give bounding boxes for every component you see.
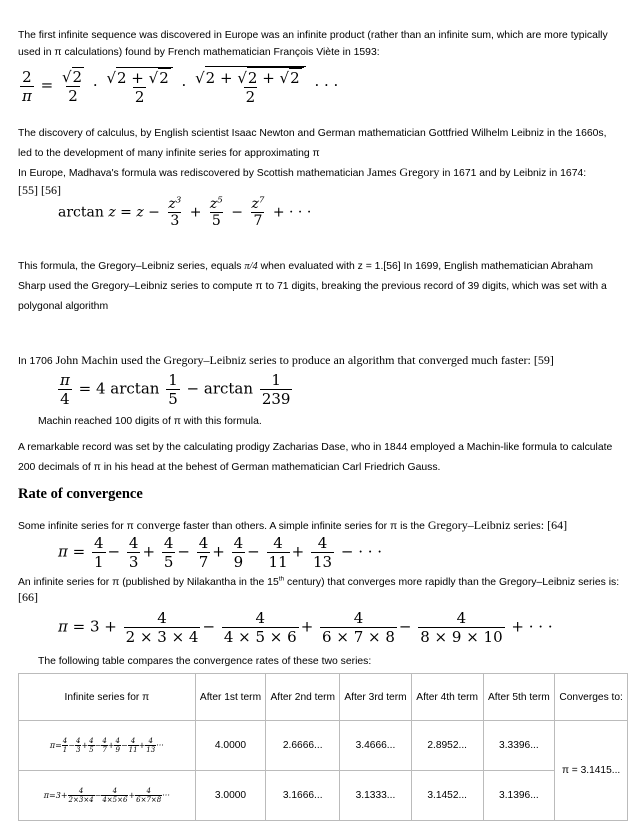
gregory-leibniz-paragraph: This formula, the Gregory–Leibniz series, equals π/4 when evaluated with z = 1.[56] In 1699, English mathematician Abraham Sharp used the Gregory–Leibniz series to compute π to 71 digits, breaking the previous record of 39 digits, which was set with a polygonal algorithm [18, 261, 607, 312]
section-heading: Rate of convergence [18, 486, 143, 502]
table-intro: The following table compares the convergence rates of these two series: [38, 656, 372, 667]
header-term-3: After 3rd term [340, 674, 412, 721]
table-cell: 3.1666... [266, 771, 340, 821]
table-row [19, 771, 628, 821]
nilakantha-formula: π = 3 + $\frac{4}{2 \times 3 \times 4}$ − $\frac{4}{4 \times 5 \times 6}$ + $\frac{4}{6 \times 7 \times 8}$ − $\frac{4}{8 \times 9 \times 10}$ + · · · [58, 609, 553, 646]
table-cell: 3.1452... [411, 771, 483, 821]
table-cell: 4.0000 [195, 721, 266, 771]
table-cell: 3.1333... [340, 771, 412, 821]
dase-paragraph: A remarkable record was set by the calculating prodigy Zacharias Dase, who in 1844 employed a Machin-like formula to calculate 200 decimals of π in his head at the behest of German mathematician Carl Friedrich Gauss. [18, 442, 613, 473]
viete-formula: $\frac{2}{\pi}$ = $\frac{√2}{2}$ · $\frac{√2 + √2}{2}$ · $\frac{√2 + √2 + √2}{2}$ · · · [22, 67, 339, 106]
converges-to-value: π = 3.1415... [555, 721, 628, 821]
table-row [19, 721, 628, 771]
table-cell: 3.1396... [483, 771, 555, 821]
table-cell: 3.0000 [195, 771, 266, 821]
header-series: Infinite series for π [19, 674, 196, 721]
intro-paragraph: The first infinite sequence was discovered in Europe was an infinite product (rather than an infinite sum, which are more typically used in π calculations) found by French mathematician François Viète in 1593: [18, 30, 608, 58]
convergence-table [18, 673, 628, 821]
series-gregory-leibniz: π= $\frac{4}{1}$ − $\frac{4}{3}$ + $\frac{4}{5}$ − $\frac{4}{7}$ + $\frac{4}{9}$ − $\frac{4}{11}$ + $\frac{4}{13}$ ··· [19, 721, 196, 771]
calculus-paragraph: The discovery of calculus, by English scientist Isaac Newton and German mathematician Gottfried Wilhelm Leibniz in the 1660s, led to the development of many infinite series for approximating π [18, 128, 607, 159]
header-term-1: After 1st term [195, 674, 266, 721]
table-cell: 3.4666... [340, 721, 412, 771]
table-cell: 2.6666... [266, 721, 340, 771]
gregory-leibniz-formula: π = $\frac{4}{1}$ − $\frac{4}{3}$ + $\frac{4}{5}$ − $\frac{4}{7}$ + $\frac{4}{9}$ − $\frac{4}{11}$ + $\frac{4}{13}$ − · · · [58, 534, 383, 571]
machin-paragraph: In 1706 John Machin used the Gregory–Leibniz series to produce an algorithm that converged much faster: [59] [18, 353, 554, 367]
machin-digits-note: Machin reached 100 digits of π with this formula. [38, 416, 262, 427]
series-nilakantha: π=3+ $\frac{4}{2\times 3\times 4}$ − $\frac{4}{4\times 5\times 6}$ + $\frac{4}{6\times 7\times 8}$ ··· [19, 771, 196, 821]
header-term-5: After 5th term [483, 674, 555, 721]
nilakantha-paragraph: An infinite series for π (published by Nilakantha in the 15th century) that converges more rapidly than the Gregory–Leibniz series is: [66] [18, 575, 620, 604]
header-converges: Converges to: [555, 674, 628, 721]
table-cell: 2.8952... [411, 721, 483, 771]
machin-formula: $\frac{\pi}{4}$ = 4 arctan $\frac{1}{5}$ − arctan $\frac{1}{239}$ [60, 371, 291, 408]
header-term-4: After 4th term [411, 674, 483, 721]
convergence-paragraph: Some infinite series for π converge faster than others. A simple infinite series for π is the Gregory–Leibniz series: [64] [18, 518, 568, 532]
table-cell: 3.3396... [483, 721, 555, 771]
header-term-2: After 2nd term [266, 674, 340, 721]
arctan-formula: arctan z = z − $\frac{z^3}{3}$ + $\frac{z^5}{5}$ − $\frac{z^7}{7}$ + · · · [58, 195, 312, 229]
madhava-paragraph: In Europe, Madhava's formula was rediscovered by Scottish mathematician James Gregory in 1671 and by Leibniz in 1674: [55] [56] [18, 165, 587, 197]
table-header-row [19, 674, 628, 721]
